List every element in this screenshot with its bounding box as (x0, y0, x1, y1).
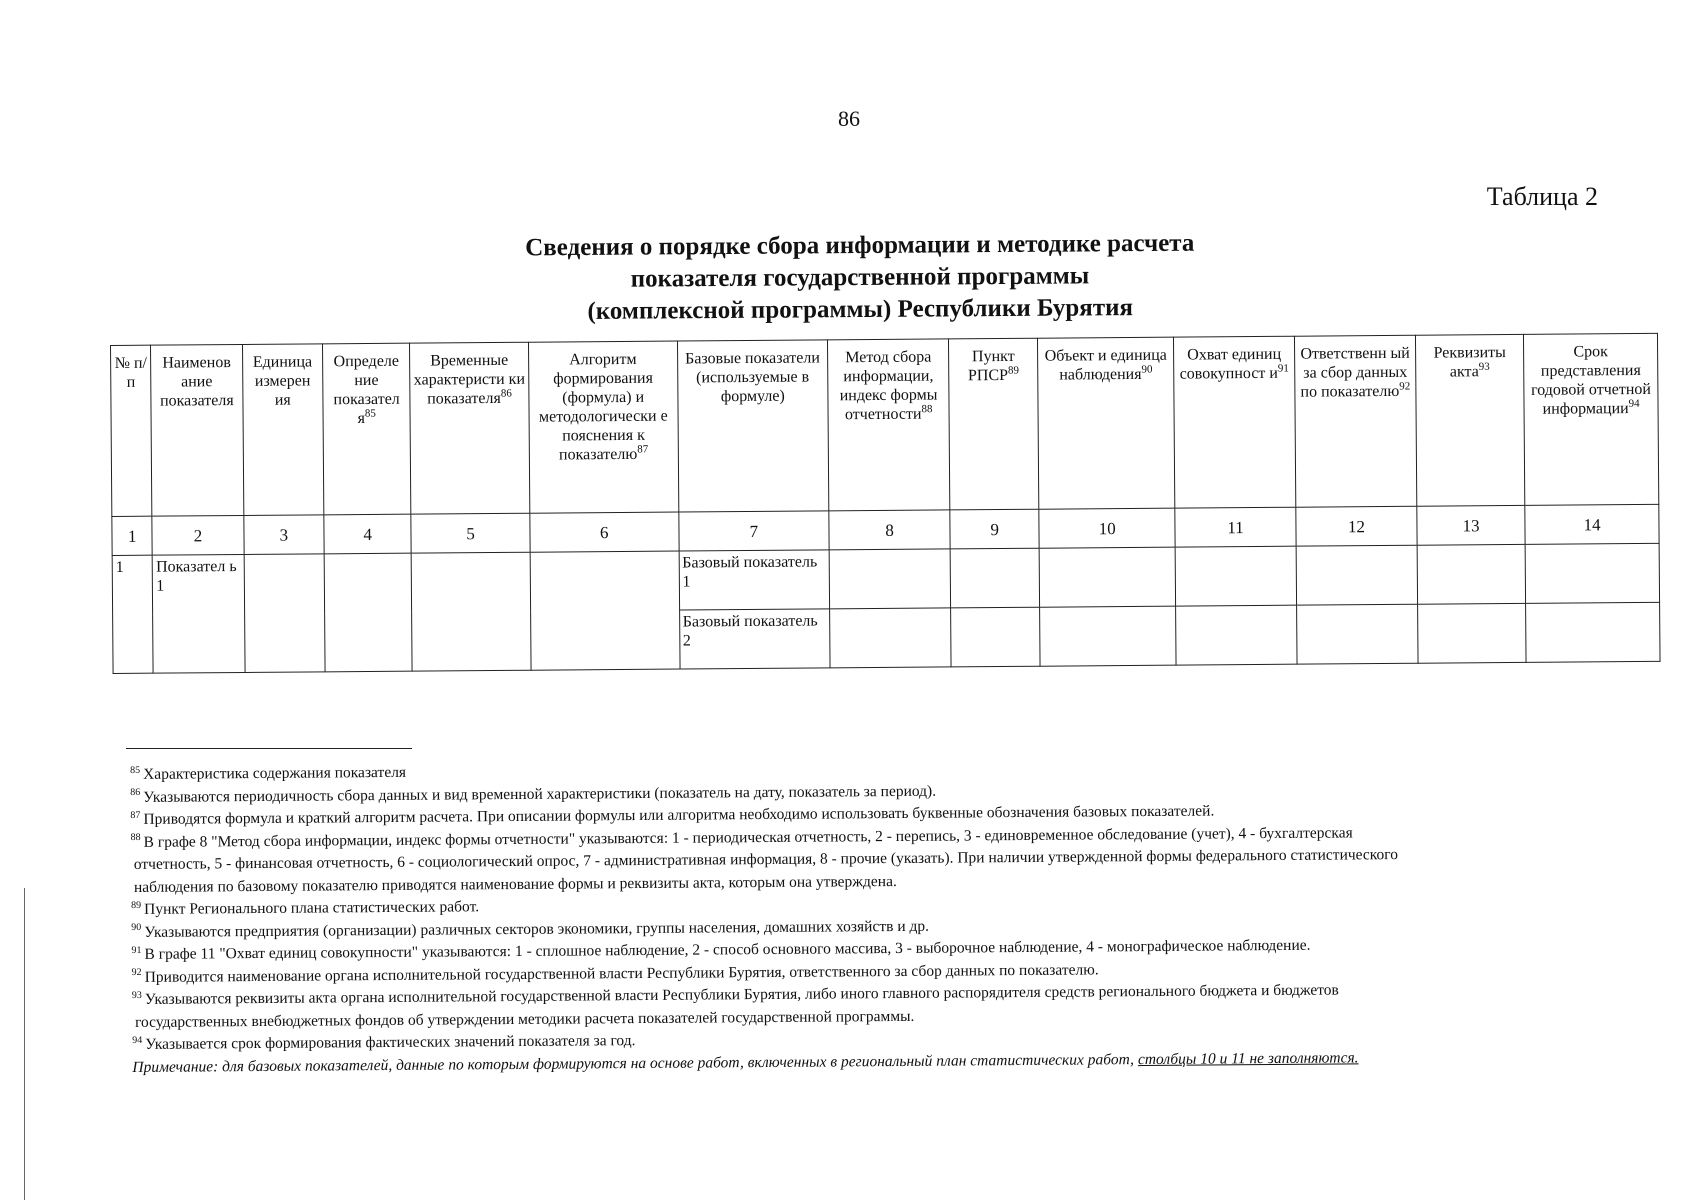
indicator-table (110, 333, 1661, 674)
footnote: $^{92}$ Приводится наименование органа исполнительной государственной власти Республики Бурятия, ответственного за сбор данных по показателю. (131, 960, 1099, 986)
empty-cell (1176, 605, 1297, 665)
column-number: 13 (1417, 505, 1526, 545)
empty-cell (829, 549, 950, 609)
empty-cell (1296, 545, 1417, 605)
column-number: 6 (530, 512, 679, 552)
base-indicator-cell: Базовый показатель 2 (679, 609, 830, 669)
note-underlined: столбцы 10 и 11 не заполняются. (1137, 1048, 1359, 1068)
col-header-rpsr-item: Пункт РПСР$^{89}$ (949, 338, 1039, 510)
empty-cell (324, 553, 412, 672)
base-indicator-cell: Базовый показатель 1 (679, 550, 830, 610)
column-number: 2 (152, 515, 244, 555)
empty-cell (1297, 604, 1418, 664)
empty-cell (244, 554, 326, 673)
footnotes (130, 752, 1652, 1079)
footnote: $^{89}$ Пункт Регионального плана статистических работ. (131, 898, 480, 918)
col-header-collection-method: Метод сбора информации, индекс формы отчетности$^{88}$ (828, 339, 950, 511)
footnote-continuation: государственных внебюджетных фондов об утверждении методики расчета показателей государственной программы. (134, 1007, 915, 1031)
col-header-observation-object: Объект и единица наблюдения$^{90}$ (1038, 337, 1175, 509)
scan-edge-line (24, 888, 25, 1200)
col-header-coverage: Охват единиц совокупност $и^{91}$ (1174, 336, 1296, 508)
col-header-name: Наименов ание показателя (151, 344, 244, 516)
column-number: 10 (1039, 508, 1175, 548)
footnote: $^{93}$ Указываются реквизиты акта органа исполнительной государственной власти Республики Бурятия, либо иного главного распорядителя средств регионального бюджета и бюджетов (131, 981, 1339, 1008)
note: Примечание: для базовых показателей, данные по которым формируются на основе работ, включенных в региональный план статистических работ, столбцы 10 и 11 не заполняются. (132, 1048, 1359, 1076)
column-number: 9 (950, 509, 1039, 549)
col-header-reporting-deadline: Срок представления годовой отчетной информации$^{94}$ (1524, 333, 1659, 505)
column-number: 8 (829, 510, 950, 550)
footnote-continuation: отчетность, 5 - финансовая отчетность, 6 - социологический опрос, 7 - административная информация, 8 - прочие (указать). При наличии утвержденной формы федерального статистического (133, 846, 1399, 873)
column-number: 4 (324, 514, 411, 554)
empty-cell (1040, 606, 1176, 666)
table-label: Таблица 2 (1486, 182, 1598, 211)
indicator-name-cell: Показател ь 1 (152, 554, 244, 673)
col-header-responsible: Ответственн ый за сбор данных по показателю$^{92}$ (1294, 335, 1416, 507)
empty-cell (1417, 544, 1526, 604)
footnote: $^{87}$ Приводятся формула и краткий алгоритм расчета. При описании формулы или алгоритма необходимо использовать буквенные обозначения базовых показателей. (130, 802, 1215, 828)
row-number-cell: 1 (112, 555, 153, 673)
footnote-continuation: наблюдения по базовому показателю приводятся наименование формы и реквизиты акта, которым она утверждена. (133, 872, 897, 896)
column-number: 1 (112, 516, 153, 555)
empty-cell (830, 608, 951, 668)
title-line-3: (комплексной программы) Республики Бурятия (587, 294, 1134, 325)
page-number: 86 (838, 106, 860, 131)
empty-cell (1418, 603, 1527, 663)
column-number: 5 (411, 513, 530, 553)
col-header-definition: Определе ние показател $я^{85}$ (323, 343, 411, 515)
footnote: $^{91}$ В графе 11 "Охват единиц совокупности" указываются: 1 - сплошное наблюдение, 2 - способ основного массива, 3 - выборочное наблюдение, 4 - монографическое наблюдение. (131, 936, 1311, 963)
col-header-unit: Единица измерен ия (242, 344, 324, 516)
column-number: 3 (243, 515, 324, 555)
column-number: 14 (1525, 504, 1659, 544)
col-header-time-characteristics: Временные характеристи ки показателя$^{86}$ (410, 342, 530, 514)
footnote: $^{90}$ Указываются предприятия (организации) различных секторов экономики, группы населения, домашних хозяйств и др. (131, 917, 930, 941)
header-row (111, 333, 1659, 516)
document-title (360, 227, 1361, 330)
column-number: 12 (1296, 506, 1417, 546)
footnote: $^{85}$ Характеристика содержания показателя (130, 763, 407, 783)
empty-cell (1526, 602, 1660, 662)
empty-cell (1175, 546, 1296, 606)
empty-cell (951, 607, 1041, 667)
col-header-num: № п/п (111, 345, 153, 516)
indicator-table-wrapper (110, 333, 1661, 674)
footnote: $^{88}$ В графе 8 "Метод сбора информации, индекс формы отчетности" указываются: 1 - периодическая отчетность, 2 - перепись, 3 - единовременное обследование (учет), 4 - бухгалтерская (130, 823, 1353, 851)
empty-cell (950, 548, 1040, 608)
col-header-act-details: Реквизиты акта$^{93}$ (1415, 334, 1525, 506)
empty-cell (1039, 547, 1175, 607)
empty-cell (530, 551, 679, 670)
title-line-2: показателя государственной программы (630, 262, 1090, 293)
empty-cell (1525, 543, 1659, 603)
col-header-algorithm: Алгоритм формирования (формула) и методологически е пояснения к показателю$^{87}$ (528, 341, 678, 513)
footnote: $^{94}$ Указывается срок формирования фактических значений показателя за год. (132, 1032, 636, 1053)
footnote-separator (126, 748, 412, 749)
footnote: $^{86}$ Указываются периодичность сбора данных и вид временной характеристики (показатель на дату, показатель за период). (130, 782, 937, 806)
col-header-base-indicators: Базовые показатели (используемые в формуле) (677, 340, 829, 512)
empty-cell (411, 552, 531, 671)
title-line-1: Сведения о порядке сбора информации и методике расчета (525, 229, 1195, 262)
column-number: 7 (678, 511, 829, 551)
column-number: 11 (1175, 507, 1296, 547)
